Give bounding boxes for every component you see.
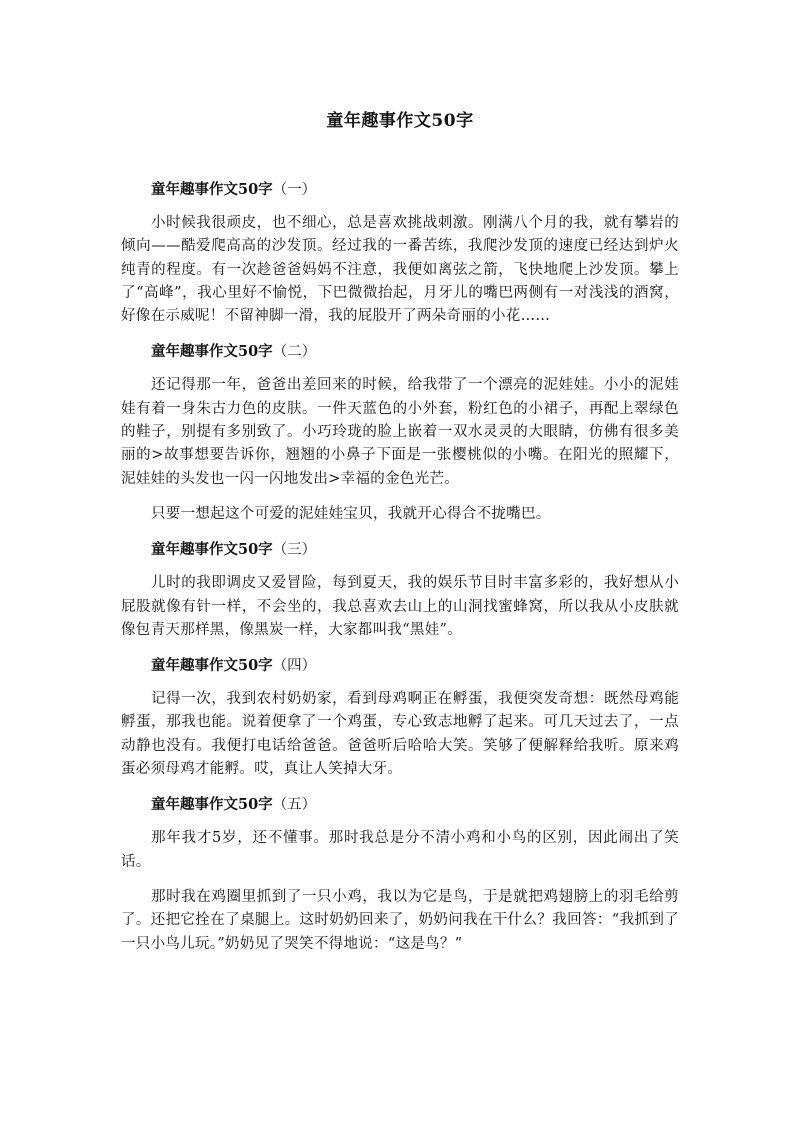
section-5 [121, 793, 679, 955]
section-heading-number: （三） [272, 542, 317, 559]
document-title: 童年趣事作文50字 [326, 111, 474, 131]
section-heading-main: 童年趣事作文50字 [151, 343, 273, 361]
section-heading-main: 童年趣事作文50字 [151, 541, 273, 559]
section-2 [121, 340, 679, 526]
section-heading [151, 538, 679, 562]
paragraph: 还记得那一年，爸爸出差回来的时候，给我带了一个漂亮的泥娃娃。小小的泥娃娃有着一身朱古力色的皮肤。一件天蓝色的小外套，粉红色的小裙子，再配上翠绿色的鞋子，别提有多别致了。小巧玲珑的脸上嵌着一双水灵灵的大眼睛，仿佛有很多美丽的>故事想要告诉你，翘翘的小鼻子下面是一张樱桃似的小嘴。在阳光的照耀下，泥娃娃的头发也一闪一闪地发出>幸福的金色光芒。 [121, 377, 679, 487]
document-body [121, 178, 679, 968]
paragraph: 只要一想起这个可爱的泥娃娃宝贝，我就开心得合不拢嘴巴。 [151, 505, 551, 522]
section-heading-number: （四） [272, 658, 317, 675]
paragraph: 儿时的我即调皮又爱冒险，每到夏天，我的娱乐节目时丰富多彩的，我好想从小屁股就像有针一样，不会坐的，我总喜欢去山上的山洞找蜜蜂窝，所以我从小皮肤就像包青天那样黑，像黑炭一样，大家都叫我“黑娃”。 [121, 575, 679, 638]
section-heading [151, 793, 679, 817]
section-heading-number: （二） [272, 344, 317, 361]
section-heading-number: （一） [272, 182, 317, 198]
section-heading [151, 178, 679, 202]
section-heading-main: 童年趣事作文50字 [151, 657, 273, 675]
section-heading [151, 340, 679, 364]
paragraph: 记得一次，我到农村奶奶家，看到母鸡啊正在孵蛋，我便突发奇想：既然母鸡能孵蛋，那我也能。说着便拿了一个鸡蛋，专心致志地孵了起来。可几天过去了，一点动静也没有。我便打电话给爸爸。爸爸听后哈哈大笑。笑够了便解释给我听。原来鸡蛋必须母鸡才能孵。哎，真让人笑掉大牙。 [121, 691, 679, 778]
paragraph: 那年我才5岁，还不懂事。那时我总是分不清小鸡和小鸟的区别，因此闹出了笑话。 [121, 830, 679, 870]
section-heading-main: 童年趣事作文50字 [151, 181, 273, 198]
section-heading [151, 654, 679, 678]
paragraph: 小时候我很顽皮，也不细心，总是喜欢挑战刺激。刚满八个月的我，就有攀岩的倾向——酷爱爬高高的沙发顶。经过我的一番苦练，我爬沙发顶的速度已经达到炉火纯青的程度。有一次趁爸爸妈妈不注意，我便如离弦之箭，飞快地爬上沙发顶。攀上了“高峰”，我心里好不愉悦，下巴微微抬起，月牙儿的嘴巴两侧有一对浅浅的酒窝，好像在示威呢！不留神脚一滑，我的屁股开了两朵奇丽的小花…… [121, 215, 679, 325]
section-heading-number: （五） [272, 797, 317, 814]
section-1 [121, 178, 679, 328]
section-3 [121, 538, 679, 642]
section-4 [121, 654, 679, 781]
paragraph: 那时我在鸡圈里抓到了一只小鸡，我以为它是鸟，于是就把鸡翅膀上的羽毛给剪了。还把它拴在了桌腿上。这时奶奶回来了，奶奶问我在干什么？我回答：“我抓到了一只小鸟儿玩。”奶奶见了哭笑不得地说：“这是鸟？” [121, 888, 679, 952]
section-heading-main: 童年趣事作文50字 [151, 796, 273, 814]
